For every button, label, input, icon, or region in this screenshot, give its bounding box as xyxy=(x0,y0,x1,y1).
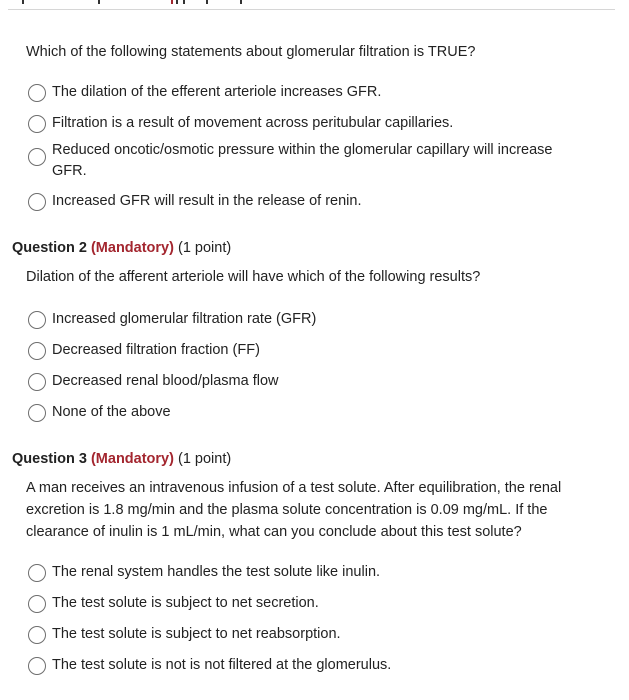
option-label: The test solute is subject to net secretion. xyxy=(52,595,319,611)
option-label: Decreased filtration fraction (FF) xyxy=(52,342,260,358)
question-2 xyxy=(12,238,609,288)
clipped-previous-content xyxy=(8,0,268,8)
question-3-option[interactable] xyxy=(28,594,599,614)
question-title: Question 3 xyxy=(12,451,87,467)
question-3-option[interactable] xyxy=(28,563,599,583)
question-3-option[interactable] xyxy=(28,625,599,645)
question-2-option[interactable] xyxy=(28,372,599,392)
radio-button[interactable] xyxy=(28,84,46,102)
question-2-prompt: Dilation of the afferent arteriole will have which of the following results? xyxy=(26,269,481,285)
radio-button[interactable] xyxy=(28,595,46,613)
radio-button[interactable] xyxy=(28,148,46,166)
radio-button[interactable] xyxy=(28,404,46,422)
question-2-option[interactable] xyxy=(28,341,599,361)
option-label: The test solute is subject to net reabsorption. xyxy=(52,626,341,642)
radio-button[interactable] xyxy=(28,373,46,391)
top-divider xyxy=(8,9,615,10)
question-3 xyxy=(12,449,609,543)
question-1-option[interactable] xyxy=(28,192,599,212)
question-2-header xyxy=(12,238,609,258)
option-label: Filtration is a result of movement across peritubular capillaries. xyxy=(52,115,454,131)
option-label: Increased glomerular filtration rate (GFR) xyxy=(52,311,317,327)
radio-button[interactable] xyxy=(28,311,46,329)
question-1-option[interactable] xyxy=(28,83,599,103)
option-label: Reduced oncotic/osmotic pressure within the glomerular capillary will increase GFR. xyxy=(52,142,553,179)
mandatory-label: (Mandatory) xyxy=(90,240,174,256)
radio-button[interactable] xyxy=(28,342,46,360)
question-1-prompt: Which of the following statements about glomerular filtration is TRUE? xyxy=(26,44,476,60)
question-1-option[interactable] xyxy=(28,141,599,182)
points-label: (1 point) xyxy=(177,240,232,256)
option-label: Increased GFR will result in the release of renin. xyxy=(52,193,362,209)
question-3-option[interactable] xyxy=(28,656,599,676)
question-2-option[interactable] xyxy=(28,310,599,330)
question-3-prompt: A man receives an intravenous infusion of a test solute. After equilibration, the renal excretion is 1.8 mg/min and the plasma solute concentration is 0.09 mg/mL. If the clearance of inulin is 1 mL/min, what can you conclude about this test solute? xyxy=(26,480,562,540)
mandatory-label: (Mandatory) xyxy=(90,451,174,467)
question-title: Question 2 xyxy=(12,240,87,256)
radio-button[interactable] xyxy=(28,193,46,211)
option-label: None of the above xyxy=(52,404,171,420)
points-label: (1 point) xyxy=(177,451,232,467)
question-1-option[interactable] xyxy=(28,114,599,134)
radio-button[interactable] xyxy=(28,115,46,133)
radio-button[interactable] xyxy=(28,564,46,582)
question-3-header xyxy=(12,449,609,469)
radio-button[interactable] xyxy=(28,626,46,644)
option-label: Decreased renal blood/plasma flow xyxy=(52,373,279,389)
question-2-option[interactable] xyxy=(28,403,599,423)
option-label: The dilation of the efferent arteriole increases GFR. xyxy=(52,84,382,100)
option-label: The test solute is not is not filtered at the glomerulus. xyxy=(52,657,392,673)
option-label: The renal system handles the test solute like inulin. xyxy=(52,564,381,580)
radio-button[interactable] xyxy=(28,657,46,675)
